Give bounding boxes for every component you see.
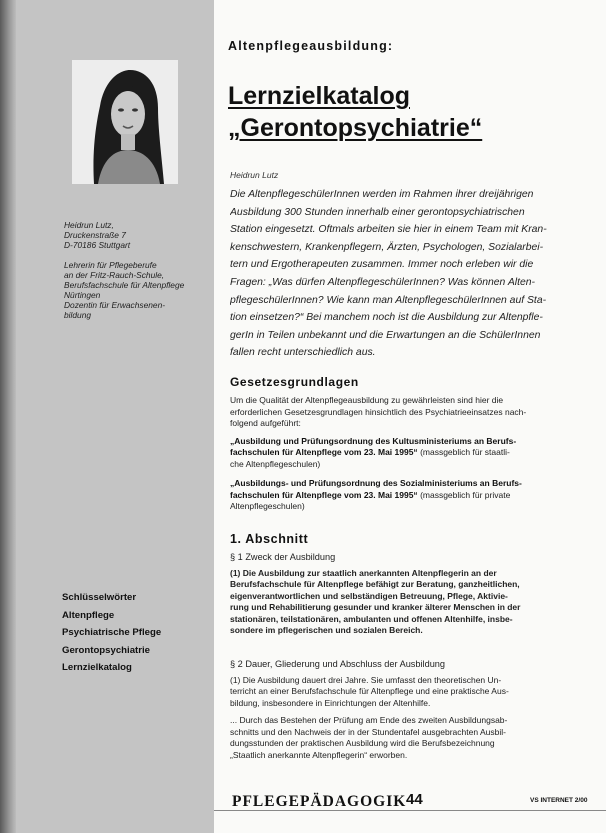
law-title: fachschulen für Altenpflege vom 23. Mai 1995“ (230, 489, 418, 500)
article-title (228, 80, 482, 144)
law-title: fachschulen für Altenpflege vom 23. Mai 1995“ (230, 447, 418, 457)
abstract-line: Station eingesetzt. Oftmals arbeiten sie hier in einem Team mit Kran- (230, 224, 547, 236)
keyword-item: Altenpflege (62, 609, 115, 621)
journal-logo: PFLEGEPÄDAGOGIK (232, 793, 407, 810)
abstract-line: gerIn in Teilen unbekannt und die Erwartungen an die SchülerInnen (230, 329, 541, 341)
body-line: (1) Die Ausbildung zur staatlich anerkannten Altenpflegerin an der (230, 567, 497, 578)
body-line: folgend aufgeführt: (230, 418, 301, 428)
section-gesetze-body (230, 395, 600, 523)
law-title: „Ausbildungs- und Prüfungsordnung des Sozialministeriums an Berufs- (230, 478, 522, 488)
title-line: Lernzielkatalog (228, 82, 410, 110)
body-line: Berufsfachschule für Altenpflege befähigt zur Beratung, ganzheitlichen, (230, 579, 520, 589)
body-line: dungsstunden der praktischen Ausbildung wird die Berufsbezeichnung (230, 738, 495, 748)
abstract-line: kenschwestern, Krankenpflegern, Ärzten, Psychologen, Sozialarbei- (230, 241, 544, 253)
body-line: stationären, teilstationären, ambulanten und offenen Altenhilfe, insbe- (230, 613, 513, 624)
footer-rule (214, 810, 606, 811)
body-line: Um die Qualität der Altenpflegeausbildung zu gewährleisten sind hier die (230, 395, 504, 405)
law-note: che Altenpflegeschulen) (230, 458, 321, 469)
body-line: „Staatlich anerkannte Altenpflegerin“ erworben. (230, 749, 408, 760)
abstract-line: Die AltenpflegeschülerInnen werden im Rahmen ihrer dreijährigen (230, 189, 534, 200)
abstract-line: Fragen: „Was dürfen AltenpflegeschülerInnen? Was können Alten- (230, 276, 535, 288)
body-line: terricht an einer Berufsfachschule für Altenpflege und eine praktische Aus- (230, 686, 509, 696)
paragraph-title: § 1 Zweck der Ausbildung (230, 552, 336, 562)
keyword-item: Psychiatrische Pflege (62, 627, 162, 639)
body-line: erforderlichen Gesetzesgrundlagen hinsichtlich des Psychiatrieeinsatzes nach- (230, 406, 527, 417)
body-line: ... Durch das Bestehen der Prüfung am Ende des zweiten Ausbildungsab- (230, 715, 508, 725)
body-line: bildung, insbesondere in Einrichtungen der Altenhilfe. (230, 697, 431, 708)
keyword-item: Gerontopsychiatrie (62, 644, 150, 656)
author-bio-line: an der Fritz-Rauch-Schule, (64, 270, 165, 280)
author-info (64, 220, 212, 320)
author-address-line: Druckenstraße 7 (64, 230, 126, 240)
body-line: sondere im pflegerischen und sozialen Bereich. (230, 625, 423, 635)
abstract-line: fallen recht unterschiedlich aus. (230, 347, 376, 359)
author-bio-line: Nürtingen (64, 290, 101, 300)
body-line: (1) Die Ausbildung dauert drei Jahre. Sie umfasst den theoretischen Un- (230, 674, 502, 685)
body-line: schnitts und den Nachweis der in der Stundentafel ausgebrachten Ausbil- (230, 726, 506, 737)
author-address-line: D-70186 Stuttgart (64, 240, 131, 250)
binding-shadow (0, 0, 16, 833)
page-number: 44 (406, 791, 423, 808)
author-address-line: Heidrun Lutz, (64, 220, 114, 230)
law-note: (massgeblich für private (420, 489, 511, 500)
paragraph-1 (230, 552, 600, 637)
abstract-line: tern und Ergotherapeuten zusammen. Immer noch erleben wir die (230, 259, 534, 271)
body-line: eigenverantwortlichen und selbständigen Betreuung, Pflege, Aktivie- (230, 590, 508, 601)
abstract (230, 186, 600, 362)
author-portrait (72, 60, 178, 184)
body-line: rung und Rehabilitierung gesunder und kranker älterer Menschen in der (230, 602, 521, 612)
section-heading: Gesetzesgrundlagen (230, 375, 359, 389)
author-bio-line: Lehrerin für Pflegeberufe (64, 260, 157, 270)
law-note: (massgeblich für staatli- (420, 447, 510, 457)
abstract-line: tion einsetzen?“ Bei manchem noch ist die Ausbildung zur Altenpfle- (230, 312, 543, 324)
article-kicker: Altenpflegeausbildung: (228, 39, 394, 53)
keywords-heading: Schlüsselwörter (62, 592, 137, 603)
keyword-item: Lernzielkatalog (62, 662, 132, 674)
law-title: „Ausbildung und Prüfungsordnung des Kultusministeriums an Berufs- (230, 435, 517, 446)
title-line: „Gerontopsychiatrie“ (228, 114, 483, 142)
paragraph-title: § 2 Dauer, Gliederung und Abschluss der Ausbildung (230, 659, 446, 669)
abstract-line: Ausbildung 300 Stunden innerhalb einer gerontopsychiatrischen (230, 206, 525, 218)
byline: Heidrun Lutz (230, 170, 279, 180)
author-bio-line: Berufsfachschule für Altenpflege (64, 280, 185, 290)
author-bio-line: bildung (64, 310, 92, 320)
abstract-line: pflegeschülerInnen? Wie kann man AltenpflegeschülerInnen auf Sta- (230, 294, 547, 306)
author-bio-line: Dozentin für Erwachsenen- (64, 300, 166, 310)
paragraph-2 (230, 659, 600, 761)
section-heading: 1. Abschnitt (230, 532, 309, 546)
keywords-list (62, 589, 161, 677)
law-note: Altenpflegeschulen) (230, 501, 305, 511)
issue-label: VS INTERNET 2/00 (530, 797, 588, 804)
